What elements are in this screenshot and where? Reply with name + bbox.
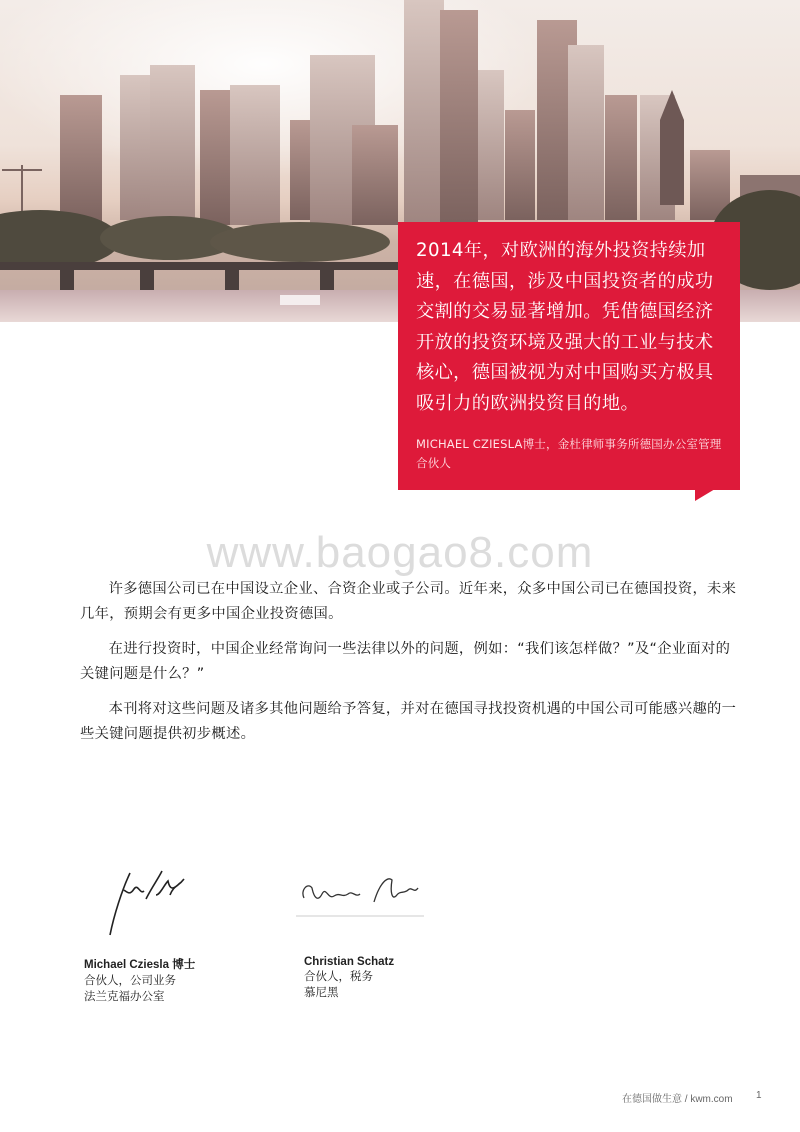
paragraph: 许多德国公司已在中国设立企业、合资企业或子公司。近年来，众多中国公司已在德国投资，未来几年，预期会有更多中国企业投资德国。: [80, 581, 737, 622]
quote-callout: [398, 222, 740, 490]
signatory-office: 法兰克福办公室: [84, 989, 165, 1003]
paragraph: 在进行投资时，中国企业经常询问一些法律以外的问题，例如：“我们该怎样做？”及“企业面对的关键问题是什么？”: [80, 641, 731, 682]
footer-text: 在德国做生意 / kwm.com: [622, 1094, 733, 1105]
body-text: [80, 577, 740, 757]
signatory-office: 慕尼黑: [304, 985, 339, 999]
signature-block-1: [84, 956, 195, 1004]
signatory-name: Christian Schatz: [304, 956, 395, 968]
signature-michael-cziesla: [100, 865, 200, 940]
quote-text: 2014年，对欧洲的海外投资持续加速，在德国，涉及中国投资者的成功交割的交易显著增加。凭借德国经济开放的投资环境及强大的工业与技术核心，德国被视为对中国购买方极具吸引力的欧洲投资目的地。: [416, 240, 714, 414]
quote-tail: [695, 489, 715, 501]
page-number: 1: [756, 1090, 762, 1101]
signature-block-2: [304, 956, 394, 1000]
signatory-title: 合伙人，公司业务: [84, 973, 176, 987]
signature-christian-schatz: [296, 872, 426, 920]
signatory-title: 合伙人，税务: [304, 969, 373, 983]
watermark: www.baogao8.com: [206, 528, 594, 577]
quote-attribution: MICHAEL CZIESLA博士，金杜律师事务所德国办公室管理合伙人: [416, 437, 722, 470]
signatory-name: Michael Cziesla 博士: [84, 959, 196, 971]
paragraph: 本刊将对这些问题及诸多其他问题给予答复，并对在德国寻找投资机遇的中国公司可能感兴趣的一些关键问题提供初步概述。: [80, 701, 737, 742]
